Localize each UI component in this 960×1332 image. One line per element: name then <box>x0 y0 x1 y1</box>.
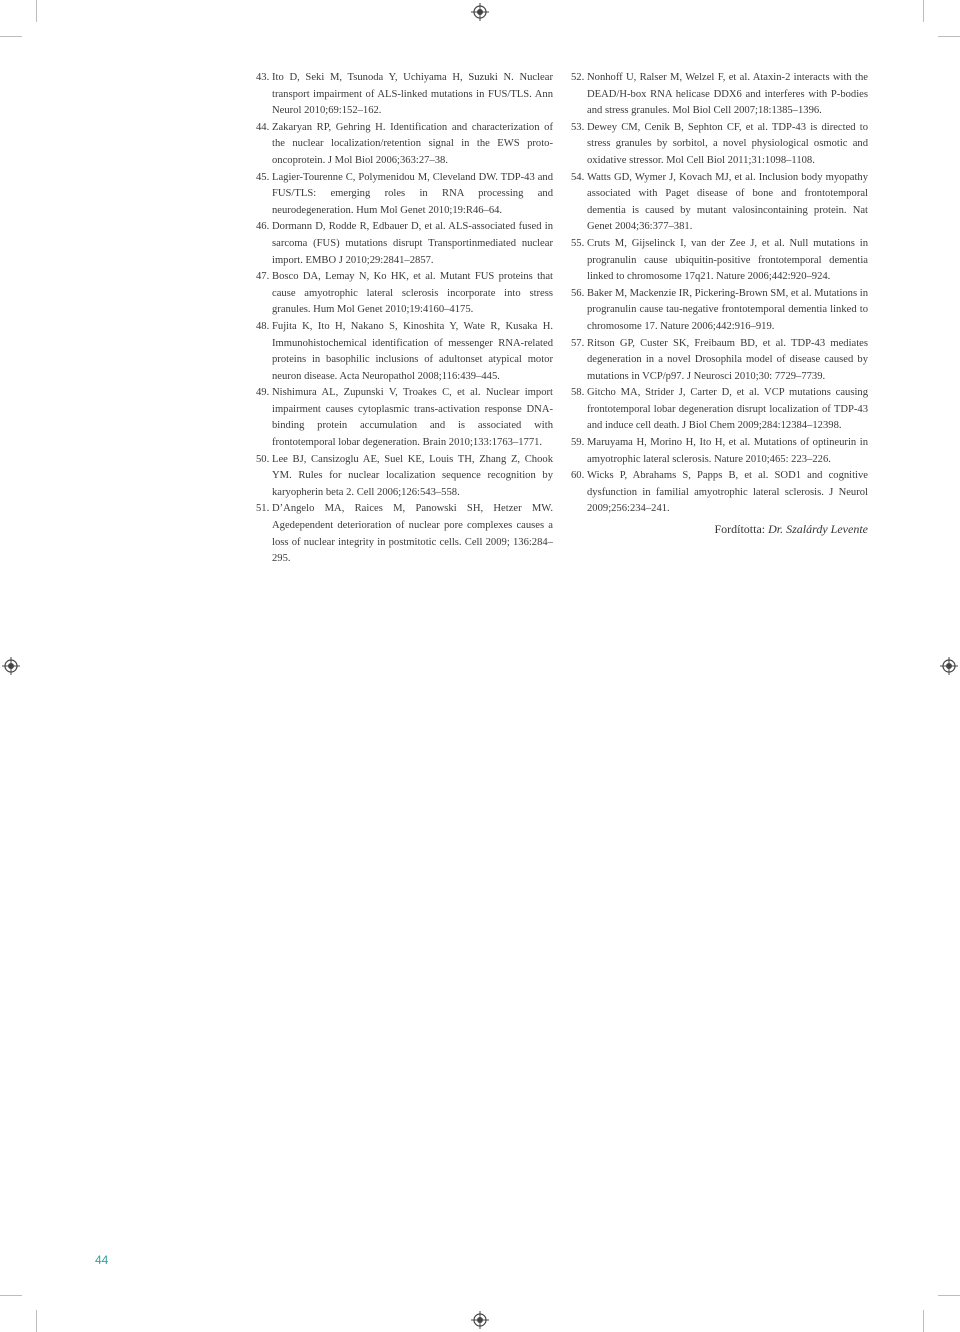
reference-number: 52. <box>571 72 585 83</box>
reference-number: 53. <box>571 121 585 133</box>
reference-item <box>571 70 868 120</box>
reference-item <box>256 170 553 220</box>
reference-item <box>571 170 868 236</box>
reference-number: 50. <box>256 453 270 465</box>
reference-text: D’Angelo MA, Raices M, Panowski SH, Hetzer MW. Agedependent deterioration of nuclear pore complexes causes a loss of nuclear integrity in postmitotic cells. Cell 2009; 136:284–295. <box>272 503 553 565</box>
registration-mark-icon <box>2 657 20 675</box>
reference-item <box>256 452 553 502</box>
reference-number: 48. <box>256 320 270 332</box>
reference-number: 43. <box>256 72 270 83</box>
reference-number: 54. <box>571 171 585 183</box>
crop-mark <box>923 1310 924 1332</box>
translator-credit <box>571 522 868 537</box>
reference-text: Baker M, Mackenzie IR, Pickering-Brown SM, et al. Mutations in progranulin cause tau-negative frontotemporal dementia linked to chromosome 17. Nature 2006;442:916–919. <box>587 287 868 332</box>
reference-text: Wicks P, Abrahams S, Papps B, et al. SOD1 and cognitive dysfunction in familial amyotrophic lateral sclerosis. J Neurol 2009;256:234–241. <box>587 470 868 515</box>
reference-item <box>571 468 868 518</box>
reference-number: 45. <box>256 171 270 183</box>
reference-number: 46. <box>256 221 270 233</box>
reference-text: Gitcho MA, Strider J, Carter D, et al. VCP mutations causing frontotemporal lobar degeneration disrupt localization of TDP-43 and induce cell death. J Biol Chem 2009;284:12384–12398. <box>587 387 868 432</box>
crop-mark <box>923 0 924 22</box>
reference-item <box>256 120 553 170</box>
reference-item <box>571 336 868 386</box>
reference-item <box>571 385 868 435</box>
reference-number: 51. <box>256 503 270 515</box>
reference-number: 56. <box>571 287 585 299</box>
translator-prefix: Fordította: <box>714 522 769 537</box>
reference-number: 44. <box>256 121 270 133</box>
crop-mark <box>36 0 37 22</box>
crop-mark <box>938 36 960 37</box>
reference-text: Zakaryan RP, Gehring H. Identification and characterization of the nuclear localization/retention signal in the EWS proto-oncoprotein. J Mol Biol 2006;363:27–38. <box>272 121 553 166</box>
crop-mark <box>0 36 22 37</box>
reference-number: 55. <box>571 237 585 249</box>
reference-item <box>571 435 868 468</box>
reference-column-left <box>256 70 553 568</box>
reference-number: 47. <box>256 271 270 283</box>
registration-mark-icon <box>940 657 958 675</box>
reference-text: Fujita K, Ito H, Nakano S, Kinoshita Y, Wate R, Kusaka H. Immunohistochemical identification of messenger RNA-related proteins in basophilic inclusions of adultonset atypical motor neuron disease. Acta Neuropathol 2008;116:439–445. <box>272 320 553 382</box>
reference-item <box>571 236 868 286</box>
reference-text: Cruts M, Gijselinck I, van der Zee J, et al. Null mutations in progranulin cause ubiquitin-positive frontotemporal dementia linked to chromosome 17q21. Nature 2006;442:920–924. <box>587 237 868 283</box>
reference-number: 49. <box>256 387 270 399</box>
reference-text: Lagier-Tourenne C, Polymenidou M, Cleveland DW. TDP-43 and FUS/TLS: emerging roles in RNA processing and neurodegeneration. Hum Mol Genet 2010;19:R46–64. <box>272 171 553 216</box>
reference-number: 59. <box>571 437 585 449</box>
reference-text: Maruyama H, Morino H, Ito H, et al. Mutations of optineurin in amyotrophic lateral sclerosis. Nature 2010;465: 223–226. <box>587 437 868 465</box>
page-number: 44 <box>95 1253 109 1267</box>
reference-text: Nishimura AL, Zupunski V, Troakes C, et al. Nuclear import impairment causes cytoplasmic trans-activation response DNA-binding protein accumulation and is associated with frontotemporal lobar degeneration. Brain 2010;133:1763–1771. <box>272 387 553 449</box>
reference-text: Watts GD, Wymer J, Kovach MJ, et al. Inclusion body myopathy associated with Paget disease of bone and frontotemporal dementia is caused by mutant valosincontaining protein. Nat Genet 2004;36:377–381. <box>587 171 868 233</box>
reference-item <box>256 70 553 120</box>
reference-item <box>256 319 553 385</box>
registration-mark-icon <box>471 1311 489 1329</box>
reference-number: 58. <box>571 387 585 399</box>
crop-mark <box>36 1310 37 1332</box>
reference-text: Bosco DA, Lemay N, Ko HK, et al. Mutant FUS proteins that cause amyotrophic lateral sclerosis incorporate into stress granules. Hum Mol Genet 2010;19:4160–4175. <box>272 271 553 316</box>
reference-text: Nonhoff U, Ralser M, Welzel F, et al. Ataxin-2 interacts with the DEAD/H-box RNA helicase DDX6 and interferes with P-bodies and stress granules. Mol Biol Cell 2007;18:1385–1396. <box>587 72 868 117</box>
reference-text: Lee BJ, Cansizoglu AE, Suel KE, Louis TH, Zhang Z, Chook YM. Rules for nuclear localization sequence recognition by karyopherin beta 2. Cell 2006;126:543–558. <box>272 453 553 498</box>
reference-item <box>571 286 868 336</box>
reference-text: Dormann D, Rodde R, Edbauer D, et al. ALS-associated fused in sarcoma (FUS) mutations disrupt Transportinmediated nuclear import. EMBO J 2010;29:2841–2857. <box>272 221 553 266</box>
reference-column-right <box>571 70 868 537</box>
reference-text: Dewey CM, Cenik B, Sephton CF, et al. TDP-43 is directed to stress granules by sorbitol, a novel physiological osmotic and oxidative stressor. Mol Cell Biol 2011;31:1098–1108. <box>587 121 868 166</box>
translator-name: Dr. Szalárdy Levente <box>768 522 868 537</box>
reference-item <box>256 269 553 319</box>
reference-item <box>256 501 553 567</box>
crop-mark <box>938 1295 960 1296</box>
reference-item <box>256 385 553 451</box>
registration-mark-icon <box>471 3 489 21</box>
reference-text: Ito D, Seki M, Tsunoda Y, Uchiyama H, Suzuki N. Nuclear transport impairment of ALS-linked mutations in FUS/TLS. Ann Neurol 2010;69:152–162. <box>272 72 553 117</box>
reference-text: Ritson GP, Custer SK, Freibaum BD, et al. TDP-43 mediates degeneration in a novel Drosophila model of disease caused by mutations in VCP/p97. J Neurosci 2010;30: 7729–7739. <box>587 337 868 382</box>
reference-item <box>571 120 868 170</box>
reference-number: 60. <box>571 470 585 482</box>
crop-mark <box>0 1295 22 1296</box>
reference-number: 57. <box>571 337 585 349</box>
reference-item <box>256 219 553 269</box>
